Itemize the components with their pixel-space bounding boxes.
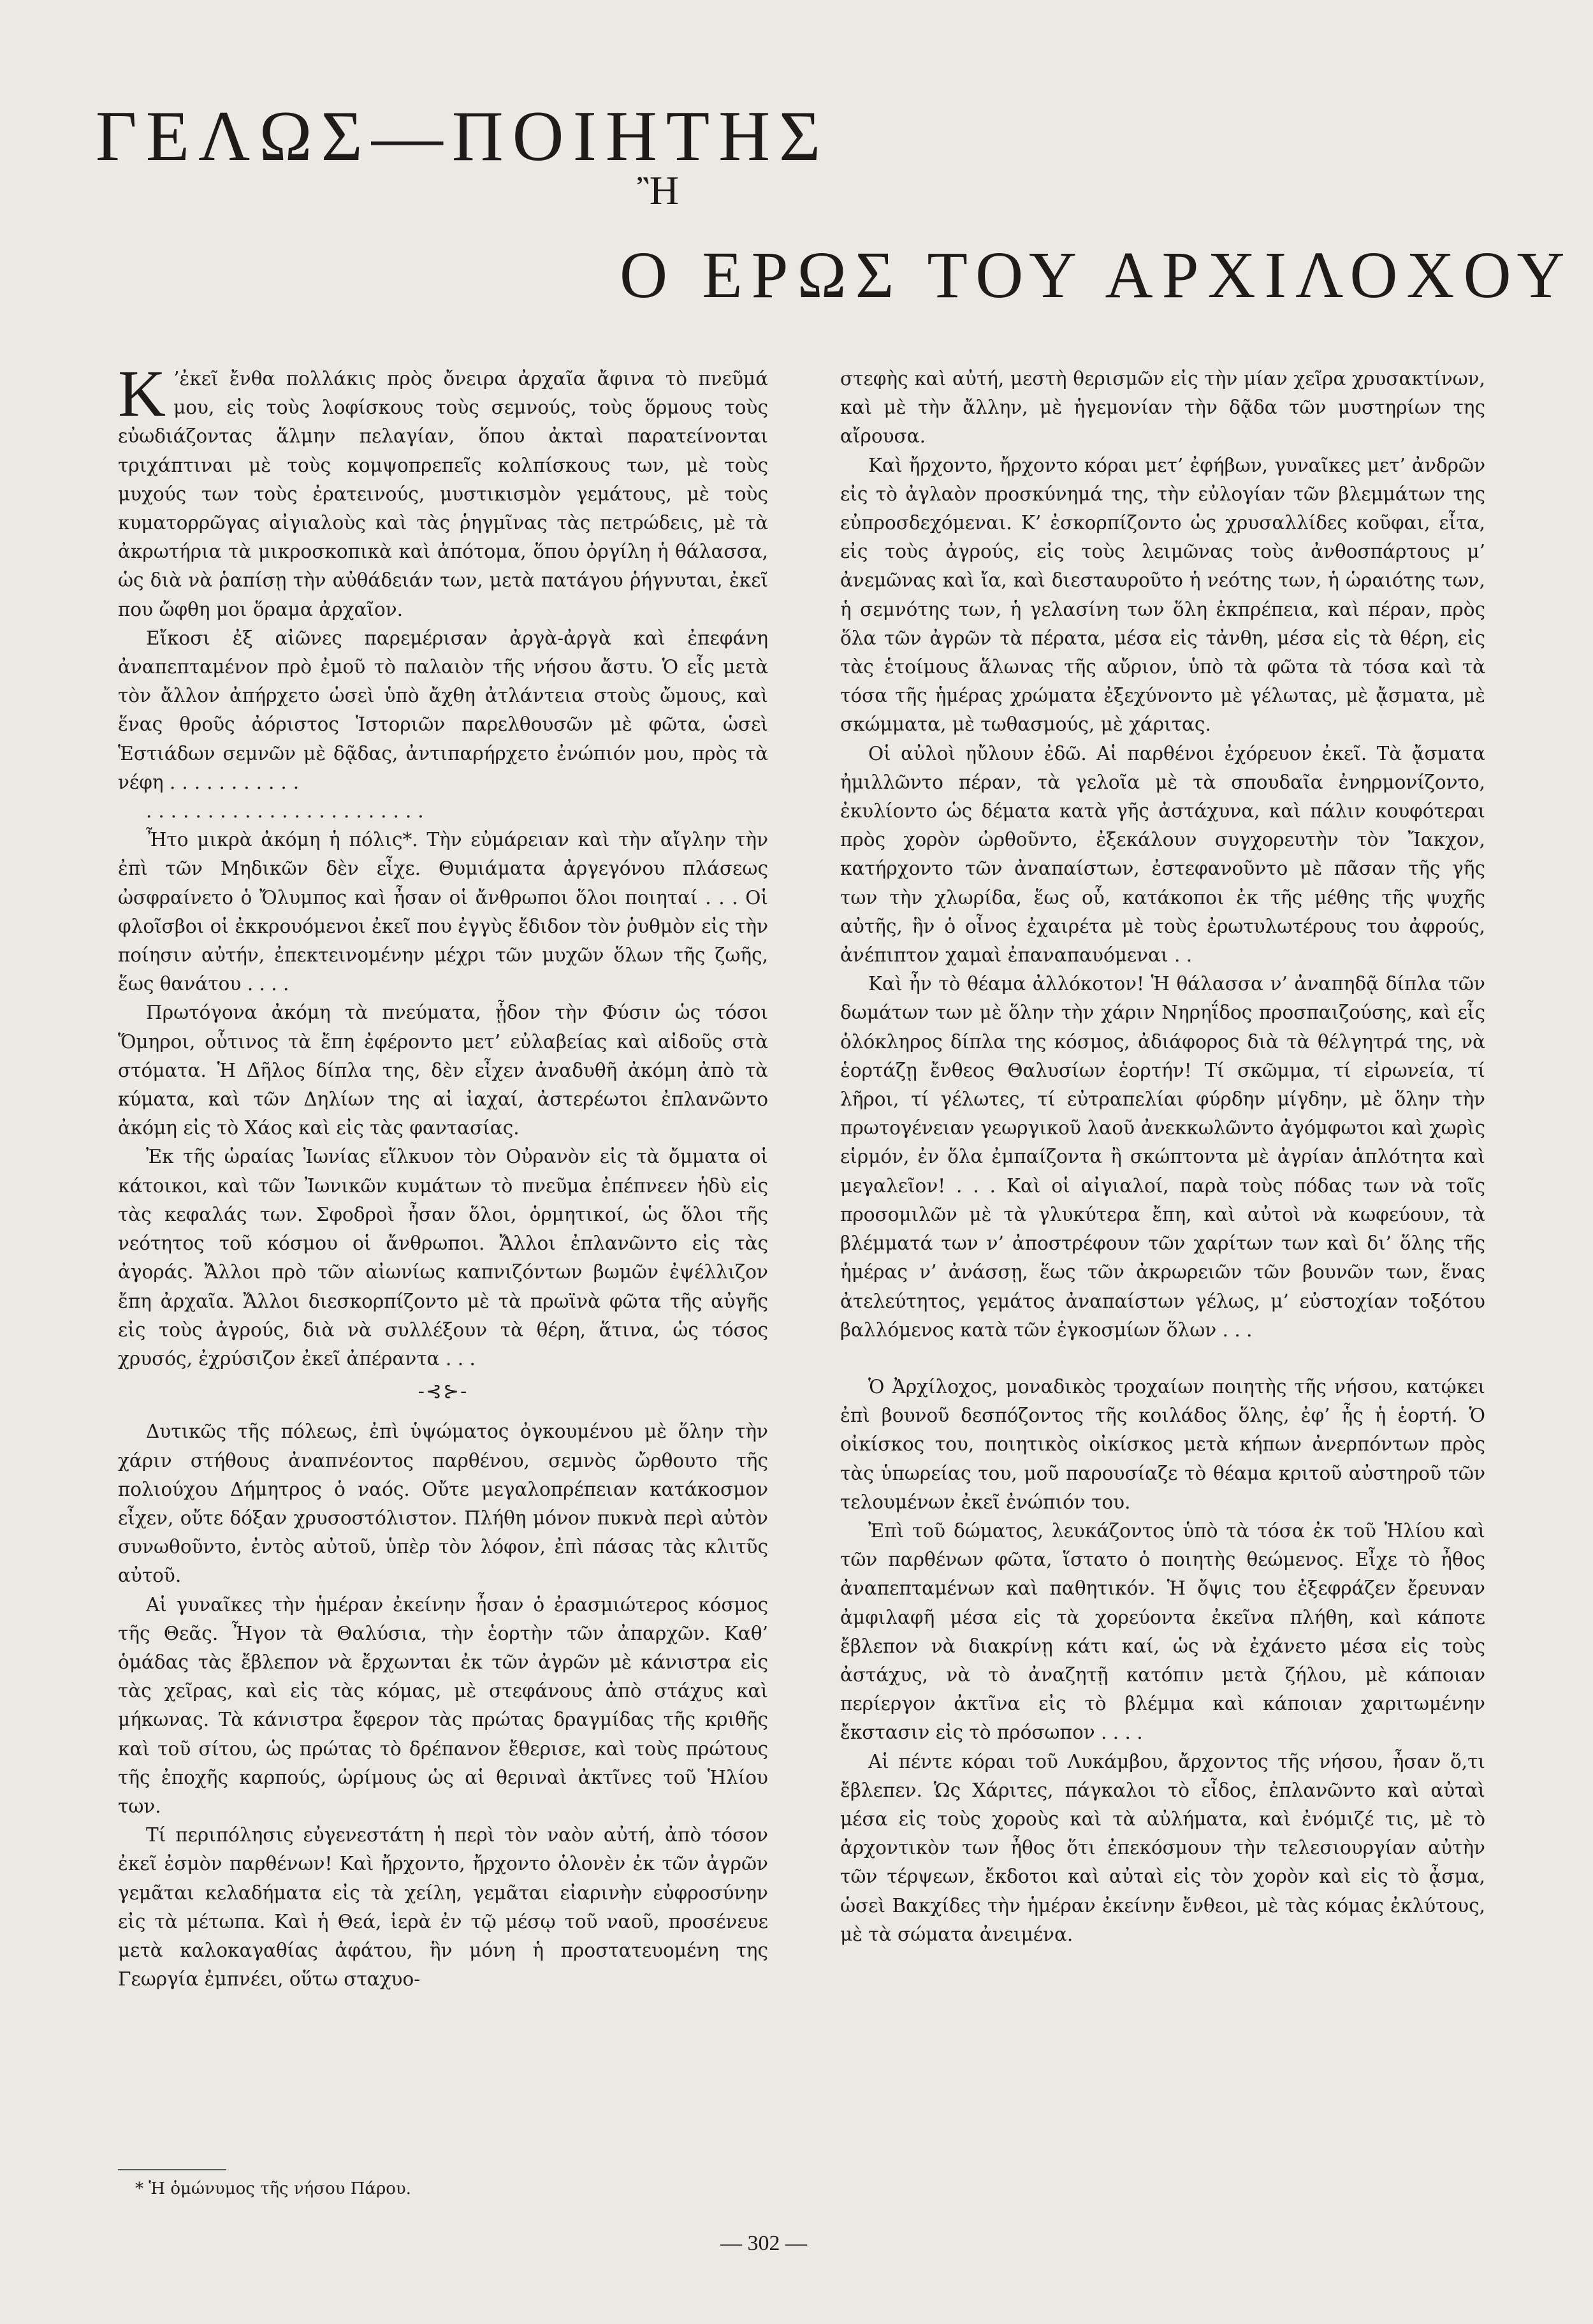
paragraph: Ἦτο μικρὰ ἀκόμη ἡ πόλις*. Τὴν εὐμάρειαν καὶ τὴν αἴγλην τὴν ἐπὶ τῶν Μηδικῶν δὲν εἶχε. Θυμιάματα ἀργεγόνου πλάσεως ὠσφραίνετο ὁ Ὄλυμπος καὶ ἦσαν οἱ ἄνθρωποι ὅλοι ποιηταί . . . Οἱ φλοῖσβοι οἱ ἐκκρουόμενοι ἐκεῖ που ἐγγὺς ἔδιδον τὸν ῥυθμὸν εἰς τὴν ποίησιν αὐτήν, ἐπεκτεινομένην μέχρι τῶν μυχῶν ὅλων τῆς ζωῆς, ἕως θανάτου . . . .: [118, 829, 768, 995]
drop-cap: Κ: [118, 357, 166, 430]
paragraph-text: Εἴκοσι ἐξ αἰῶνες παρεμέρισαν ἀργὰ-ἀργὰ καὶ ἐπεφάνη ἀναπεπταμένον πρὸ ἐμοῦ τὸ παλαιὸν τῆς νήσου ἄστυ. Ὁ εἷς μετὰ τὸν ἄλλον ἀπήρχετο ὡσεὶ ὑπὸ ἄχθη ἀτλάντεια στοὺς ὤμους, καὶ ἕνας θροῦς ἀόριστος Ἱστοριῶν παρελθουσῶν μὲ φῶτα, ὡσεὶ Ἑστιάδων σεμνῶν μὲ δᾷδας, ἀντιπαρήρχετο ἐνώπιόν μου, πρὸς τὰ νέφη: [118, 627, 768, 793]
paragraph: στεφὴς καὶ αὐτή, μεστὴ θερισμῶν εἰς τὴν μίαν χεῖρα χρυσακτίνων, καὶ μὲ τὴν ἄλλην, μὲ ἡγεμονίαν τὴν δᾷδα τῶν μυστηρίων της αἴρουσα.: [840, 368, 1485, 448]
section-gap: [840, 1345, 1485, 1373]
page-number: — 302 —: [720, 2232, 807, 2255]
paragraph: Ἐκ τῆς ὡραίας Ἰωνίας εἵλκυον τὸν Οὐρανὸν εἰς τὰ ὄμματα οἱ κάτοικοι, καὶ τῶν Ἰωνικῶν κυμάτων τὸ πνεῦμα ἐπέπνεεν ἡδὺ εἰς τὰς κεφαλάς των. Σφοδροὶ ἦσαν ὅλοι, ὁρμητικοί, ὡς ὅλοι τῆς νεότητος τοῦ κόσμου οἱ ἄνθρωποι. Ἄλλοι ἐπλανῶντο εἰς τὰς ἀγοράς. Ἄλλοι πρὸ τῶν αἰωνίως καπνιζόντων βωμῶν ἐψέλλιζον ἔπη ἀρχαῖα. Ἄλλοι διεσκορπίζοντο μὲ τὰ πρωϊνὰ φῶτα τῆς αὐγῆς εἰς τοὺς ἀγρούς, διὰ νὰ συλλέξουν τὰ θέρη, ἅτινα, ὡς τόσος χρυσός, ἐχρύσιζον ἐκεῖ ἀπέραντα . . .: [118, 1146, 768, 1370]
paragraph: Ὁ Ἀρχίλοχος, μοναδικὸς τροχαίων ποιητὴς τῆς νήσου, κατῴκει ἐπὶ βουνοῦ δεσπόζοντος τῆς κοιλάδος ὅλης, ἐφ’ ἧς ἡ ἑορτή. Ὁ οἰκίσκος του, ποιητικὸς οἰκίσκος μετὰ κήπων ἀνερπόντων πρὸς τὰς ὑπωρείας του, μοῦ παρουσίαζε τὸ θέαμα κριτοῦ αὐστηροῦ τῶν τελουμένων ἐκεῖ ἐνώπιόν του.: [840, 1375, 1485, 1513]
right-column: [840, 365, 1485, 1949]
title-subtitle: Ο ΕΡΩΣ ΤΟΥ ΑΡΧΙΛΟΧΟΥ: [620, 238, 1574, 312]
dots-line: [118, 797, 768, 826]
ellipsis-dots: ...........: [169, 771, 306, 793]
title-main: ΓΕΛΩΣ—ΠΟΙΗΤΗΣ: [96, 97, 830, 176]
footnote-rule: [118, 2169, 226, 2170]
paragraph: Οἱ αὐλοὶ ηὔλουν ἐδῶ. Αἱ παρθένοι ἐχόρευον ἐκεῖ. Τὰ ᾄσματα ἠμιλλῶντο πέραν, τὰ γελοῖα μὲ τὰ σπουδαῖα ἐνηρμονίζοντο, ἐκυλίοντο ὡς δέματα κατὰ γῆς ἀστάχυνα, καὶ πάλιν κουφότεραι πρὸς χορὸν ὠρθοῦντο, ἐξεκάλουν συγχορευτὴν τὸν Ἴακχον, κατήρχοντο τῶν ἀναπαίστων, ἐστεφανοῦντο μὲ πᾶσαν τῆς γῆς των τὴν χλωρίδα, ἕως οὗ, κατάκοποι ἐκ τῆς μέθης τῆς ψυχῆς αὐτῆς, ἣν ὁ οἶνος ἐχαιρέτα μὲ τοὺς ἐρωτυλωτέρους του ἀφρούς, ἀνέπιπτον χαμαὶ ἐπαναπαυόμεναι . .: [840, 742, 1485, 967]
paragraph-text: ’ἐκεῖ ἔνθα πολλάκις πρὸς ὄνειρα ἀρχαῖα ἄφινα τὸ πνεῦμά μου, εἰς τοὺς λοφίσκους τοὺς σεμνούς, τοὺς ὅρμους τοὺς εὐωδιάζοντας ἅλμην πελαγίαν, ὅπου ἀκταὶ παρατείνονται τριχάπτιναι μὲ τοὺς κομψοπρεπεῖς κολπίσκους των, μὲ τοὺς μυχούς των τοὺς ἐρατεινούς, μυστικισμὸν γεμάτους, μὲ τοὺς κυματορρῶγας αἰγιαλοὺς καὶ τὰς ῥηγμῖνας τὰς πετρώδεις, μὲ τὰ ἀκρωτήρια τὰ μικροσκοπικὰ καὶ ἀπότομα, ὅπου ὀργίλη ἡ θάλασσα, ὡς διὰ νὰ ῥαπίσῃ τὴν αὐθάδειάν των, μετὰ πατάγου ῥήγνυται, ἐκεῖ που ὤφθη μοι ὅραμα ἀρχαῖον.: [118, 368, 768, 620]
title-connector: Ἢ: [637, 168, 679, 213]
paragraph: Αἱ γυναῖκες τὴν ἡμέραν ἐκείνην ἦσαν ὁ ἐρασμιώτερος κόσμος τῆς Θεᾶς. Ἦγον τὰ Θαλύσια, τὴν ἑορτὴν τῶν ἀπαρχῶν. Καθ’ ὁμάδας τὰς ἔβλεπον νὰ ἔρχωνται ἐκ τῶν ἀγρῶν μὲ κάνιστρα εἰς τὰς χεῖρας, καὶ εἰς τὰς κόμας, μὲ στεφάνους ἀπὸ στάχυς καὶ μήκωνας. Τὰ κάνιστρα ἔφερον τὰς πρώτας δραγμίδας τῆς κριθῆς καὶ τοῦ σίτου, ὡς πρώτας τὸ δρέπανον ἔθερισε, καὶ τοὺς πρώτους τῆς ἐποχῆς καρπούς, ὡρίμους ὡς αἱ θεριναὶ ἀκτῖνες τοῦ Ἡλίου των.: [118, 1593, 768, 1817]
paragraph: Καὶ ἤρχοντο, ἤρχοντο κόραι μετ’ ἐφήβων, γυναῖκες μετ’ ἀνδρῶν εἰς τὸ ἀγλαὸν προσκύνημά της, τὴν εὐλογίαν τῶν βλεμμάτων της εὐπροσδεχόμεναι. Κ’ ἐσκορπίζοντο ὡς χρυσαλλίδες κοῦφαι, εἶτα, εἰς τοὺς ἀγρούς, εἰς τοὺς λειμῶνας τοὺς ἀνθοσπάρτους μ’ ἀνεμῶνας καὶ ἴα, καὶ διεσταυροῦτο ἡ νεότης των, ἡ ὡραιότης των, ἡ σεμνότης των, ἡ γελασίνη των ὅλη ἐκπρέπεια, καὶ πέραν, πρὸς ὅλα τῶν ἀγρῶν τὰ πέρατα, μέσα εἰς τἀνθη, μέσα εἰς τὰ θέρη, εἰς τὰς ἑτοίμους ἅλωνας τῆς αὔριον, ὑπὸ τὰ φῶτα τὰ τόσα καὶ τὰ τόσα τῆς ἡμέρας χρώματα ἐξεχύνοντο μὲ γέλωτας, μὲ ᾄσματα, μὲ σκώμματα, μὲ τωθασμούς, μὲ χάριτας.: [840, 454, 1485, 736]
paragraph: Δυτικῶς τῆς πόλεως, ἐπὶ ὑψώματος ὀγκουμένου μὲ ὅλην τὴν χάριν στήθους ἀναπνέοντος παρθένου, σεμνὸς ὤρθουτο τῆς πολιούχου Δήμητρος ὁ ναός. Οὔτε μεγαλοπρέπειαν κατάκοσμον εἶχεν, οὔτε δόξαν χρυσοστόλιστον. Πλήθη μόνον πυκνὰ περὶ αὐτὸν συνωθοῦντο, ἐντὸς αὐτοῦ, ὑπὲρ τὸν λόφον, ἐπὶ πάσας τὰς κλιτῦς αὐτοῦ.: [118, 1421, 768, 1587]
paragraph: Πρωτόγονα ἀκόμη τὰ πνεύματα, ᾖδον τὴν Φύσιν ὡς τόσοι Ὅμηροι, οὗτινος τὰ ἔπη ἐφέροντο μετ’ εὐλαβείας καὶ αἰδοῦς στὰ στόματα. Ἡ Δῆλος δίπλα της, δὲν εἶχεν ἀναδυθῆ ἀκόμη ἀπὸ τὰ κύματα, καὶ τῶν Δηλίων της αἱ ἰαχαί, ἀστερέωτοι ἐπλανῶντο ἀκόμη εἰς τὸ Χάος καὶ εἰς τὰς φαντασίας.: [118, 1002, 768, 1139]
paragraph: Ἐπὶ τοῦ δώματος, λευκάζοντος ὑπὸ τὰ τόσα ἐκ τοῦ Ἡλίου καὶ τῶν παρθένων φῶτα, ἵστατο ὁ ποιητὴς θεώμενος. Εἶχε τὸ ἦθος ἀναπεπταμένων καὶ παθητικόν. Ἡ ὄψις του ἐξεφράζεν ἔρευναν ἀμφιλαφῆ μέσα εἰς τὰ χορεύοντα ἐκεῖνα πλήθη, καὶ κάποτε ἔβλεπον νὰ διακρίνῃ κάτι καί, ὡς νὰ ἐχάνετο μέσα εἰς τοὺς ἀστάχυς, νὰ τὸ ἀναζητῇ κατόπιν μετὰ ζήλου, μὲ κάποιαν περίεργον ἀκτῖνα εἰς τὸ βλέμμα καὶ κάποιαν χαριτωμένην ἔκστασιν εἰς τὸ πρόσωπον . . . .: [840, 1519, 1485, 1744]
section-ornament: -⊰⊱-: [418, 1380, 469, 1403]
ellipsis-dots: .......................: [146, 800, 430, 822]
footnote: * Ἡ ὁμώνυμος τῆς νήσου Πάρου.: [135, 2179, 411, 2198]
left-column: [118, 357, 768, 1994]
paragraph: Αἱ πέντε κόραι τοῦ Λυκάμβου, ἄρχοντος τῆς νήσου, ἦσαν ὅ,τι ἔβλεπεν. Ὡς Χάριτες, πάγκαλοι τὸ εἶδος, ἐπλανῶντο καὶ αὐταὶ μέσα εἰς τοὺς χοροὺς καὶ τὰ αὐλήματα, καὶ ἐνόμιζέ τις, μὲ τὸ ἀρχοντικὸν των ἦθος ὅτι ἐπεκόσμουν τὴν τελεσιουργίαν αὐτὴν τῶν τέρψεων, ἔκδοτοι καὶ αὐταὶ εἰς τὸν χορὸν καὶ εἰς τὸ ᾆσμα, ὡσεὶ Βακχίδες τὴν ἡμέραν ἐκείνην ἔνθεοι, μὲ τὰς κόμας ἐκλύτους, μὲ τὰ σώματα ἀνειμένα.: [840, 1750, 1485, 1945]
paragraph: Καὶ ἦν τὸ θέαμα ἀλλόκοτον! Ἡ θάλασσα ν’ ἀναπηδᾷ δίπλα τῶν δωμάτων των μὲ ὅλην τὴν χάριν Νηρηΐδος προσπαιζούσης, καὶ εἷς ὁλόκληρος δίπλα της κόσμος, ἀδιάφορος διὰ τὰ θέλγητρά της, νὰ ἑορτάζῃ ἔνθεος Θαλυσίων ἑορτήν! Τί σκῶμμα, τί εἰρωνεία, τί λῆροι, τί γέλωτες, τί εὐτραπελίαι φύρδην μίγδην, μὲ ὅλην τὴν πρωτογένειαν γεωργικοῦ λαοῦ ἀνεκκωλῶντο ἀγόμφωτοι καὶ χωρὶς εἱρμόν, ἐν ὅλα ἐμπαίζοντα ἢ σκώπτοντα μὲ ἀγρίαν ἁπλότητα καὶ μεγαλεῖον! . . . Καὶ οἱ αἰγιαλοί, παρὰ τοὺς πόδας των νὰ τοῖς προσομιλῶν μὲ τὰ γλυκύτερα ἔπη, καὶ αὐτοὶ νὰ κωφεύουν, τὰ βλέμματά των ν’ ἀποστρέφουν τῶν χαρίτων των καὶ δι’ ὅλης τῆς ἡμέρας ν’ ἀνάσσῃ, ἕως τῶν ἀκρωρειῶν τῶν βουνῶν των, ἕνας ἀτελεύτητος, γεμάτος ἀναπαίστων γέλως, μ’ εὐστοχίαν τοξότου βαλλόμενος κατὰ τῶν ἐγκοσμίων ὅλων . . .: [840, 973, 1485, 1341]
paragraph: [118, 357, 768, 624]
paragraph: Τί περιπόλησις εὐγενεστάτη ἡ περὶ τὸν ναὸν αὐτή, ἀπὸ τόσον ἐκεῖ ἐσμὸν παρθένων! Καὶ ἤρχοντο, ἤρχοντο ὁλονὲν ἐκ τῶν ἀγρῶν γεμᾶται κελαδήματα εἰς τὰ χείλη, γεμᾶται εἰαρινὴν εὐφροσύνην εἰς τὰ μέτωπα. Καὶ ἡ Θεά, ἱερὰ ἐν τῷ μέσῳ τοῦ ναοῦ, προσένευε μετὰ καλοκαγαθίας ἀφάτου, ἣν μόνη ἡ προστατευομένη της Γεωργία ἐμπνέει, οὕτω σταχυο-: [118, 1824, 768, 1991]
paragraph: [118, 624, 768, 797]
